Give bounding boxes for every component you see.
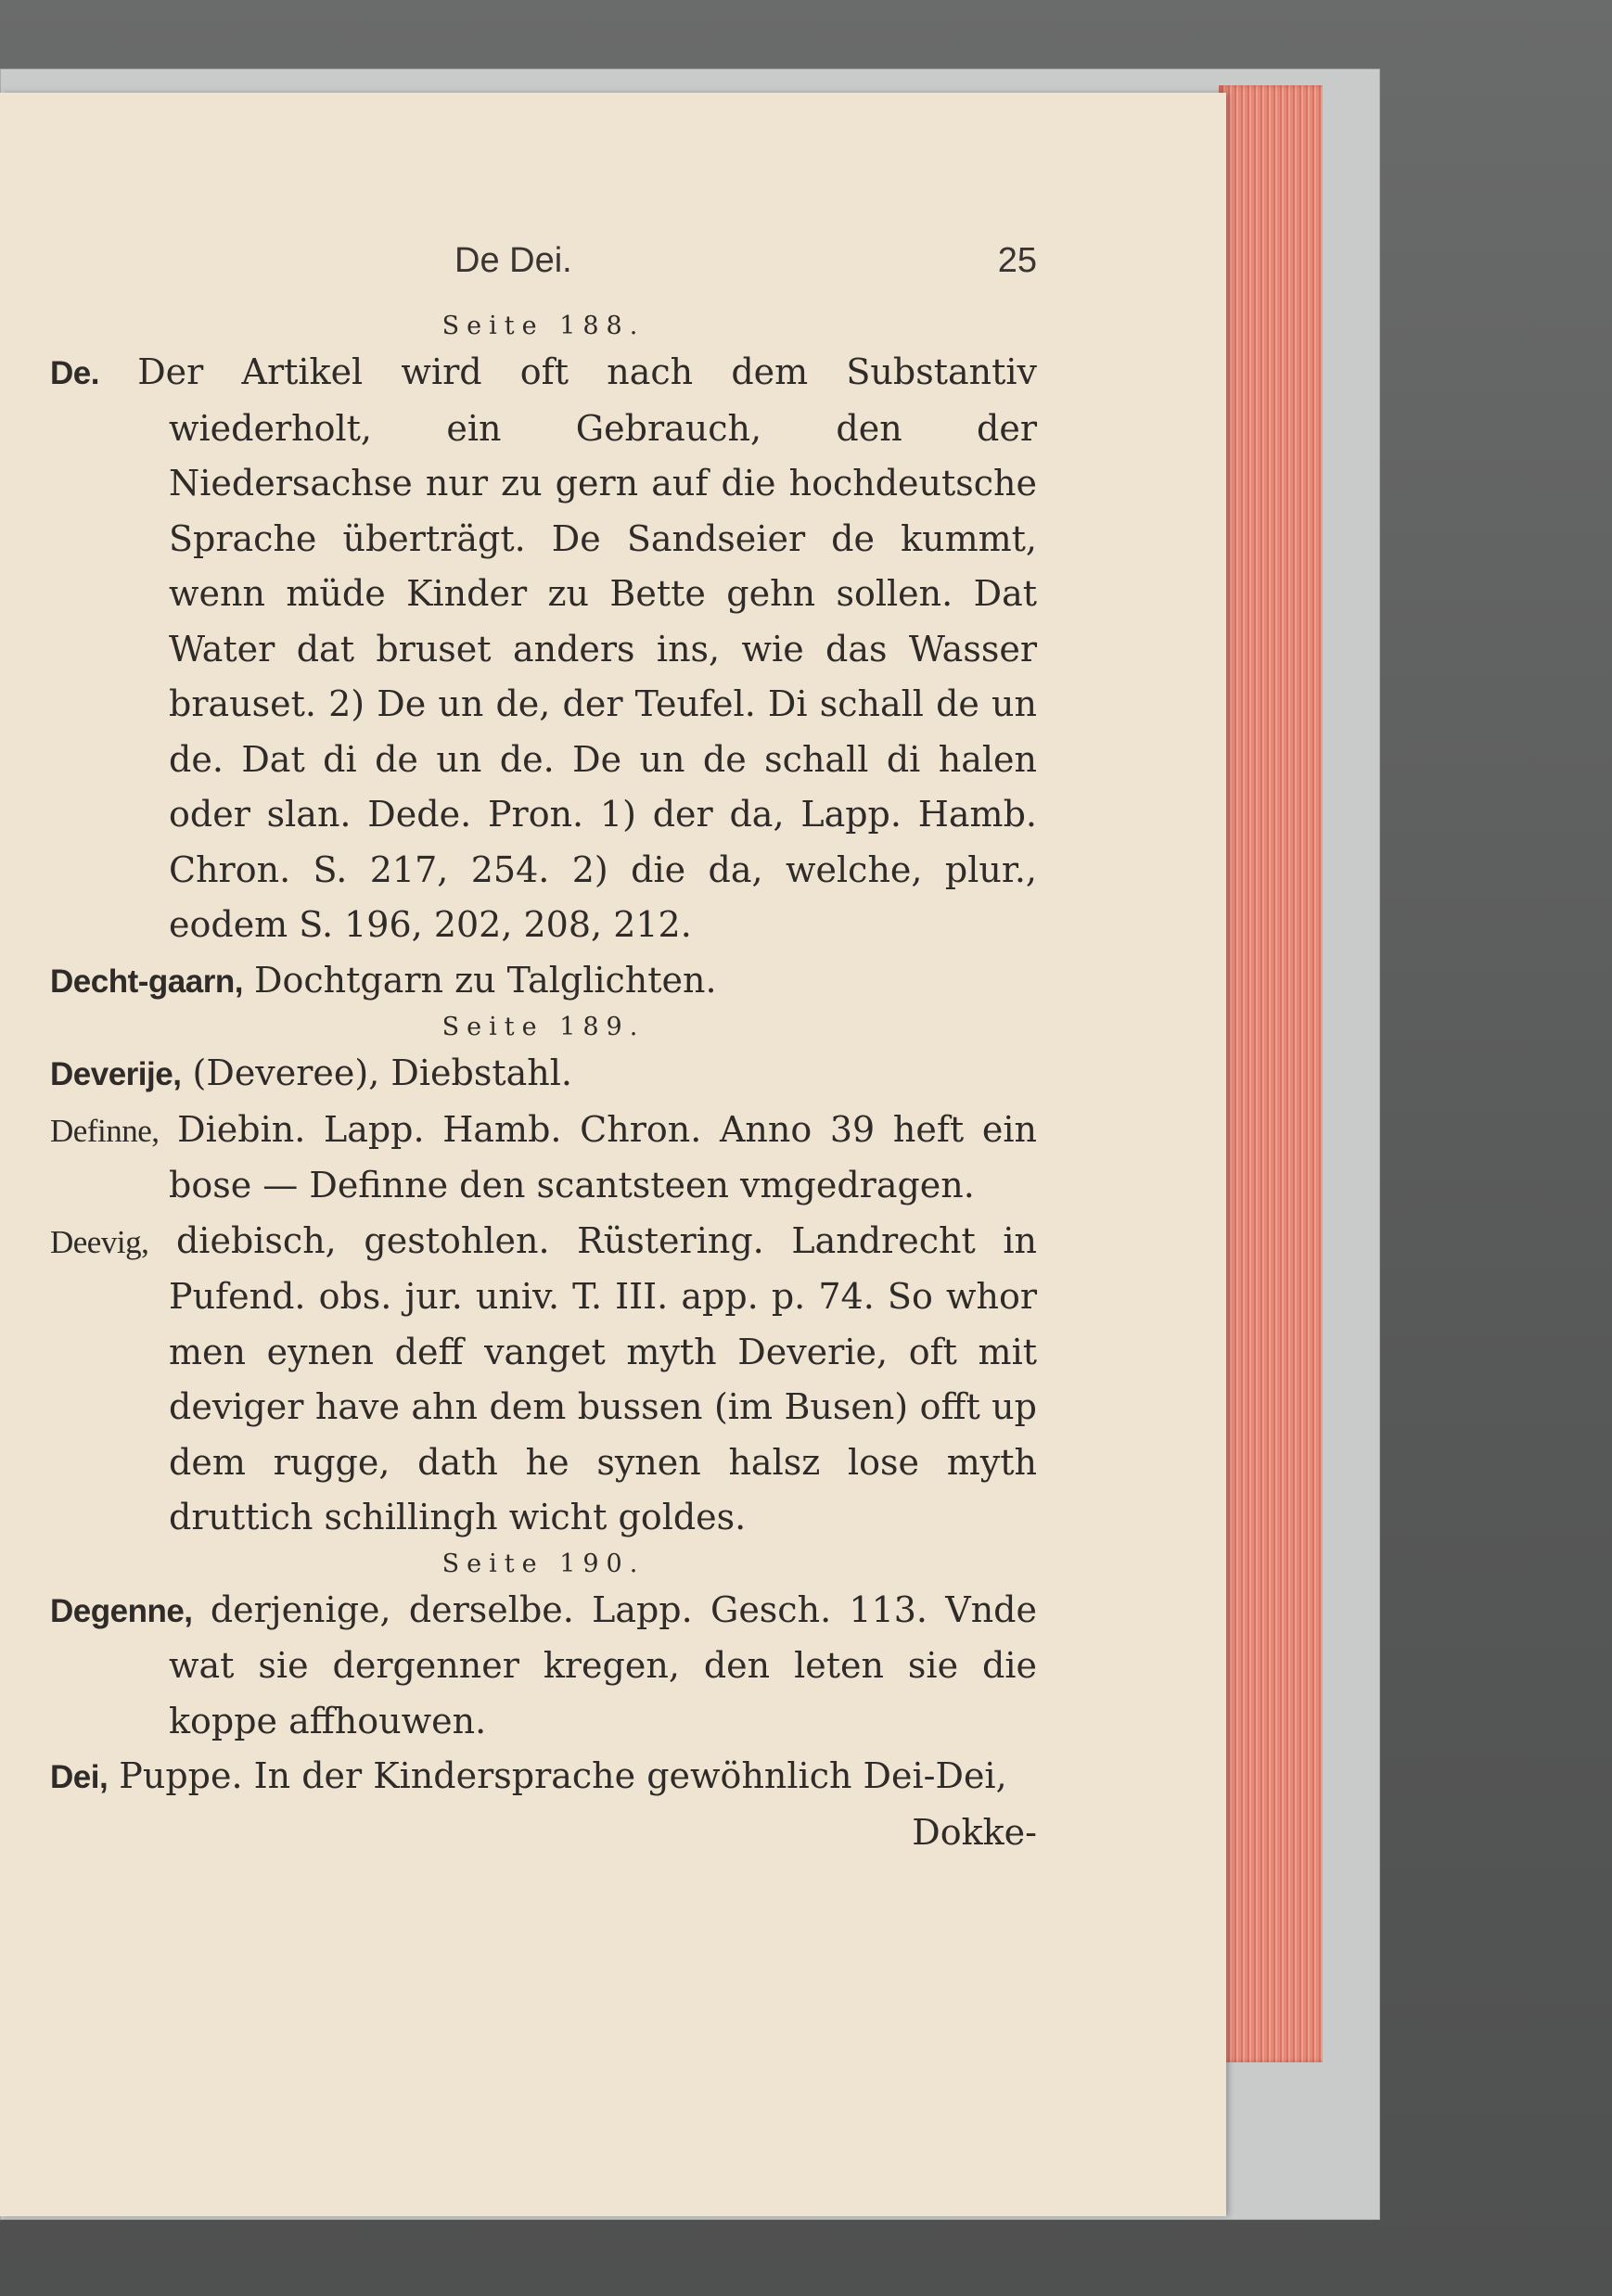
entry-text: Dochtgarn zu Talglichten. (254, 959, 717, 1001)
entry-headword: Deverije, (50, 1056, 182, 1092)
entry-text: (Deveree), Diebstahl. (192, 1052, 572, 1093)
entry-headword: Degenne, (50, 1592, 193, 1629)
entry-definne (50, 1103, 1037, 1214)
page-edge (1219, 85, 1323, 2062)
entry-text: Diebin. Lapp. Hamb. Chron. Anno 39 heft ein bose — Definne den scantsteen vmgedragen. (169, 1108, 1037, 1205)
running-title: De Dei. (454, 241, 572, 280)
entry-de (50, 345, 1037, 953)
seite-marker: Seite 188. (441, 312, 646, 340)
entry-text: Puppe. In der Kindersprache gewöhnlich Dei-Dei, (119, 1755, 1007, 1796)
entry-headword: Definne, (50, 1112, 160, 1149)
entry-text: Der Artikel wird oft nach dem Substantiv wiederholt, ein Gebrauch, den der Niedersachse nur zu gern auf die hochdeutsche Sprache überträgt. De Sandseier de kummt, wenn müde Kinder zu Bette gehn sollen. Dat Water dat bruset anders ins, wie das Wasser brauset. 2) De un de, der Teufel. Di schall de un de. Dat di de un de. De un de schall di halen oder slan. Dede. Pron. 1) der da, Lapp. Hamb. Chron. S. 217, 254. 2) die da, welche, plur., eodem S. 196, 202, 208, 212. (137, 351, 1037, 945)
entry-text: diebisch, gestohlen. Rüstering. Landrecht in Pufend. obs. jur. univ. T. III. app. p. 74. So whor men eynen deff vanget myth Deverie, oft mit deviger have ahn dem bussen (im Busen) offt up dem rugge, dath he synen halsz lose myth druttich schillingh wicht goldes. (169, 1219, 1037, 1537)
dictionary-entries (50, 308, 1037, 1860)
page-number: 25 (997, 241, 1037, 280)
seite-marker: Seite 189. (441, 1013, 646, 1041)
entry-headword: Dei, (50, 1759, 109, 1795)
entry-headword: Deevig, (50, 1223, 149, 1260)
entry-deevig (50, 1214, 1037, 1546)
entry-dei (50, 1749, 1037, 1805)
running-head (50, 241, 1037, 297)
entry-degenne (50, 1583, 1037, 1750)
page-content (50, 93, 1037, 2216)
book-page (0, 93, 1226, 2216)
entry-text: derjenige, derselbe. Lapp. Gesch. 113. Vnde wat sie dergenner kregen, den leten sie die koppe affhouwen. (169, 1588, 1037, 1741)
catchword: Dokke- (912, 1811, 1037, 1853)
seite-marker: Seite 190. (441, 1549, 646, 1578)
entry-deverije (50, 1046, 1037, 1103)
entry-decht-gaarn (50, 953, 1037, 1010)
entry-headword: De. (50, 355, 99, 391)
entry-headword: Decht-gaarn, (50, 963, 243, 1000)
